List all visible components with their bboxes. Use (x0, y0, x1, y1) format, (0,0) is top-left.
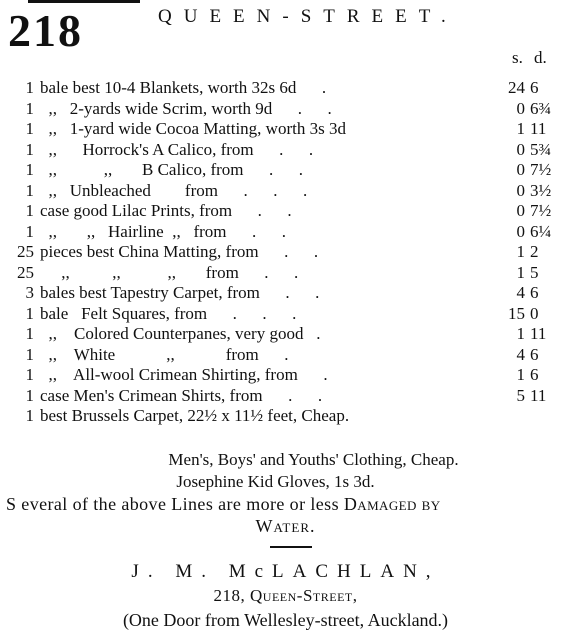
clothing-line: Men's, Boys' and Youths' Clothing, Cheap. (168, 450, 459, 469)
price-list-row (0, 99, 571, 120)
quantity: 1 (25, 406, 34, 425)
pence-column-header: d. (534, 48, 547, 67)
merchant-address: 218, Queen-Street, (213, 586, 358, 605)
price-shillings: 1 (516, 324, 525, 343)
quantity: 1 (25, 78, 34, 97)
price-shillings: 4 (516, 283, 525, 302)
price-pence: 2 (530, 242, 539, 261)
price-list-row (0, 160, 571, 181)
item-description: case Men's Crimean Shirts, from . . (40, 385, 323, 405)
price-pence: 6 (530, 283, 539, 302)
price-pence: 7½ (530, 201, 552, 220)
street-number: 218 (8, 5, 83, 56)
price-list-row (0, 201, 571, 222)
price-pence: 3½ (530, 180, 552, 200)
price-pence: 5¾ (530, 139, 552, 159)
item-description: case good Lilac Prints, from . . (40, 201, 292, 220)
merchant-location: (One Door from Wellesley-street, Auckland.) (122, 610, 449, 630)
item-description: ,, ,, ,, from . . (40, 262, 299, 282)
price-list-row (0, 406, 571, 427)
price-pence: 6 (530, 344, 539, 364)
price-list-row (0, 365, 571, 386)
damage-note-text: S everal of the above Lines are more or less (6, 494, 339, 514)
quantity: 1 (25, 303, 34, 323)
shillings-column-header: s. (512, 48, 523, 67)
damage-note (6, 494, 441, 515)
price-list-row (0, 181, 571, 202)
price-pence: 11 (530, 119, 547, 138)
price-list-row (0, 242, 571, 263)
item-description: ,, Horrock's A Calico, from . . (40, 139, 314, 159)
quantity: 1 (25, 98, 34, 118)
water-word: Water. (255, 516, 316, 536)
price-pence: 6¼ (530, 221, 552, 241)
quantity: 1 (25, 139, 34, 159)
price-list-row (0, 263, 571, 284)
price-list-row (0, 119, 571, 140)
quantity: 1 (25, 344, 34, 364)
price-shillings: 1 (516, 262, 525, 282)
price-list-row (0, 283, 571, 304)
price-shillings: 0 (516, 180, 525, 200)
price-pence: 5 (530, 262, 539, 282)
quantity: 1 (25, 119, 34, 138)
quantity: 1 (25, 201, 34, 220)
item-description: bale Felt Squares, from . . . (40, 303, 297, 323)
price-pence: 6 (530, 78, 539, 97)
item-description: ,, ,, B Calico, from . . (40, 160, 304, 179)
price-shillings: 1 (516, 365, 525, 384)
item-description: ,, Unbleached from . . . (40, 180, 308, 200)
price-shillings: 5 (516, 385, 525, 405)
quantity: 3 (25, 283, 34, 302)
price-list-row (0, 78, 571, 99)
divider-rule (270, 546, 312, 548)
street-name: QUEEN-STREET. (158, 6, 458, 27)
item-description: ,, 1-yard wide Cocoa Matting, worth 3s 3d (40, 119, 346, 138)
price-list-row (0, 222, 571, 243)
item-description: ,, Colored Counterpanes, very good . (40, 324, 321, 343)
price-shillings: 0 (516, 221, 525, 241)
quantity: 1 (25, 365, 34, 384)
item-description: bales best Tapestry Carpet, from . . (40, 283, 320, 302)
price-shillings: 0 (516, 160, 525, 179)
item-description: ,, ,, Hairline ,, from . . (40, 221, 286, 241)
price-list-row (0, 304, 571, 325)
price-pence: 11 (530, 385, 547, 405)
price-shillings: 0 (516, 98, 525, 118)
price-shillings: 0 (516, 139, 525, 159)
quantity: 25 (17, 242, 34, 261)
price-pence: 6¾ (530, 98, 552, 118)
price-list-row (0, 386, 571, 407)
quantity: 1 (25, 221, 34, 241)
item-description: bale best 10-4 Blankets, worth 32s 6d . (40, 78, 327, 97)
price-pence: 6 (530, 365, 539, 384)
price-pence: 7½ (530, 160, 552, 179)
price-list-row (0, 324, 571, 345)
item-description: ,, White ,, from . (40, 344, 289, 364)
item-description: best Brussels Carpet, 22½ x 11½ feet, Cheap. (40, 406, 350, 425)
quantity: 25 (17, 262, 34, 282)
quantity: 1 (25, 180, 34, 200)
price-shillings: 15 (508, 303, 525, 323)
quantity: 1 (25, 324, 34, 343)
price-list (0, 78, 571, 427)
price-pence: 11 (530, 324, 547, 343)
price-shillings: 0 (516, 201, 525, 220)
price-shillings: 1 (516, 119, 525, 138)
item-description: ,, All-wool Crimean Shirting, from . (40, 365, 328, 384)
quantity: 1 (25, 385, 34, 405)
price-pence: 0 (530, 303, 539, 323)
top-rule (28, 0, 140, 3)
quantity: 1 (25, 160, 34, 179)
price-shillings: 4 (516, 344, 525, 364)
merchant-name: J. M. McLACHLAN, (131, 561, 440, 582)
item-description: ,, 2-yards wide Scrim, worth 9d . . (40, 98, 332, 118)
price-list-row (0, 140, 571, 161)
gloves-line: Josephine Kid Gloves, 1s 3d. (176, 472, 375, 491)
price-shillings: 24 (508, 78, 525, 97)
price-list-row (0, 345, 571, 366)
price-shillings: 1 (516, 242, 525, 261)
item-description: pieces best China Matting, from . . (40, 242, 319, 261)
damaged-word: Damaged by (343, 494, 441, 514)
